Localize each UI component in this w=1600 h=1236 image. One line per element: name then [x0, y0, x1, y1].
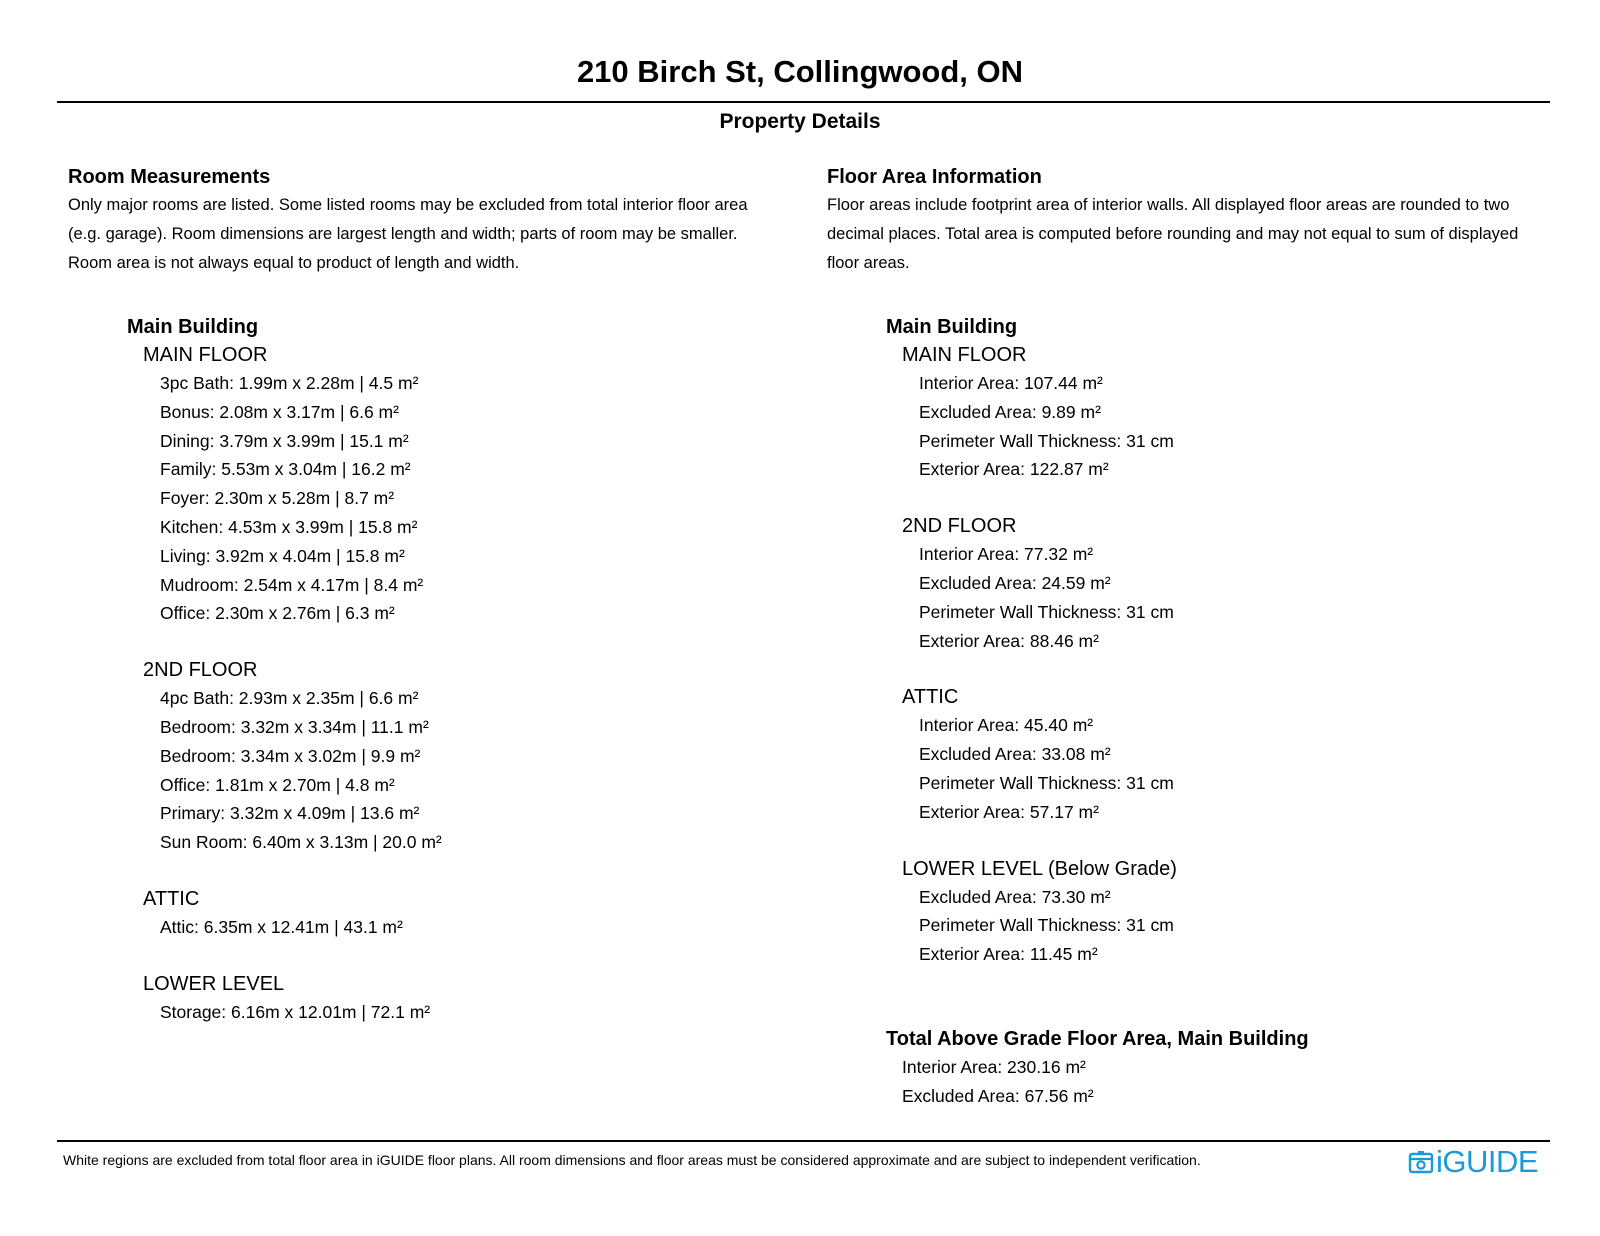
- floor-name: MAIN FLOOR: [143, 344, 268, 366]
- floor-name: MAIN FLOOR: [902, 344, 1027, 366]
- area-item: Exterior Area: 122.87 m²: [919, 459, 1109, 480]
- area-group-2nd-floor: [902, 512, 1567, 655]
- area-group-main-floor: [902, 341, 1567, 484]
- room-item: Living: 3.92m x 4.04m | 15.8 m²: [160, 545, 405, 566]
- description-line: decimal places. Total area is computed before rounding and may not equal to sum of displayed: [827, 225, 1519, 243]
- room-item: Mudroom: 2.54m x 4.17m | 8.4 m²: [160, 574, 424, 595]
- area-item: Excluded Area: 9.89 m²: [919, 401, 1101, 422]
- room-item: Primary: 3.32m x 4.09m | 13.6 m²: [160, 803, 420, 824]
- floor-group-attic: [143, 885, 803, 942]
- total-area-item: Excluded Area: 67.56 m²: [902, 1085, 1094, 1106]
- page-subtitle: Property Details: [719, 110, 881, 133]
- area-item: Perimeter Wall Thickness: 31 cm: [919, 915, 1174, 936]
- area-group-lower-level: [902, 855, 1567, 969]
- footer-divider: [57, 1140, 1550, 1142]
- floor-area-section: [827, 163, 1567, 1111]
- floor-group-lower-level: [143, 970, 803, 1027]
- room-item: Sun Room: 6.40m x 3.13m | 20.0 m²: [160, 832, 442, 853]
- floor-name: LOWER LEVEL (Below Grade): [902, 857, 1177, 880]
- room-item: Dining: 3.79m x 3.99m | 15.1 m²: [160, 430, 409, 451]
- area-item: Excluded Area: 73.30 m²: [919, 886, 1111, 907]
- room-item: Bedroom: 3.32m x 3.34m | 11.1 m²: [160, 716, 429, 737]
- room-item: Storage: 6.16m x 12.01m | 72.1 m²: [160, 1001, 431, 1022]
- floor-area-heading: Floor Area Information: [827, 166, 1042, 188]
- area-item: Exterior Area: 11.45 m²: [919, 944, 1098, 965]
- description-line: Floor areas include footprint area of interior walls. All displayed floor areas are rounded to two: [827, 196, 1510, 214]
- footer-disclaimer: White regions are excluded from total floor area in iGUIDE floor plans. All room dimensions and floor areas must be considered approximate and are subject to independent verification.: [63, 1152, 1201, 1168]
- room-item: Office: 2.30m x 2.76m | 6.3 m²: [160, 603, 395, 624]
- area-item: Interior Area: 77.32 m²: [919, 544, 1094, 565]
- floor-group-2nd-floor: [143, 656, 803, 857]
- floor-name: ATTIC: [902, 686, 959, 709]
- floor-area-description: [827, 191, 1567, 278]
- area-item: Interior Area: 45.40 m²: [919, 715, 1094, 736]
- floor-name: 2ND FLOOR: [902, 515, 1017, 538]
- area-item: Perimeter Wall Thickness: 31 cm: [919, 772, 1174, 793]
- total-area-heading: Total Above Grade Floor Area, Main Building: [886, 1027, 1309, 1050]
- area-item: Perimeter Wall Thickness: 31 cm: [919, 601, 1174, 622]
- room-item: Family: 5.53m x 3.04m | 16.2 m²: [160, 459, 411, 480]
- room-item: Office: 1.81m x 2.70m | 4.8 m²: [160, 774, 395, 795]
- iguide-logo-icon: [1408, 1149, 1434, 1175]
- area-item: Perimeter Wall Thickness: 31 cm: [919, 430, 1174, 451]
- description-line: floor areas.: [827, 254, 910, 272]
- page-title: 210 Birch St, Collingwood, ON: [576, 54, 1024, 89]
- floor-name: ATTIC: [143, 887, 200, 910]
- iguide-logo-text: iGUIDE: [1436, 1144, 1539, 1179]
- total-area-item: Interior Area: 230.16 m²: [902, 1056, 1086, 1077]
- area-item: Excluded Area: 33.08 m²: [919, 744, 1111, 765]
- description-line: Only major rooms are listed. Some listed rooms may be excluded from total interior floor area: [68, 196, 748, 214]
- room-measurements-section: [68, 163, 803, 1027]
- iguide-logo: [1408, 1144, 1538, 1180]
- room-item: Bedroom: 3.34m x 3.02m | 9.9 m²: [160, 745, 421, 766]
- area-item: Exterior Area: 57.17 m²: [919, 801, 1099, 822]
- floor-name: 2ND FLOOR: [143, 659, 258, 682]
- header-divider: [57, 101, 1550, 103]
- floor-name: LOWER LEVEL: [143, 972, 285, 995]
- room-item: Attic: 6.35m x 12.41m | 43.1 m²: [160, 916, 403, 937]
- description-line: (e.g. garage). Room dimensions are largest length and width; parts of room may be smaller.: [68, 225, 738, 243]
- description-line: Room area is not always equal to product of length and width.: [68, 254, 520, 272]
- building-heading: Main Building: [127, 316, 259, 338]
- room-item: 4pc Bath: 2.93m x 2.35m | 6.6 m²: [160, 688, 419, 709]
- area-group-attic: [902, 683, 1567, 826]
- room-item: 3pc Bath: 1.99m x 2.28m | 4.5 m²: [160, 373, 419, 393]
- room-item: Foyer: 2.30m x 5.28m | 8.7 m²: [160, 488, 395, 509]
- area-item: Exterior Area: 88.46 m²: [919, 630, 1099, 651]
- room-measurements-heading: Room Measurements: [68, 166, 271, 188]
- area-item: Excluded Area: 24.59 m²: [919, 572, 1111, 593]
- area-item: Interior Area: 107.44 m²: [919, 373, 1103, 393]
- room-item: Kitchen: 4.53m x 3.99m | 15.8 m²: [160, 516, 418, 537]
- building-heading: Main Building: [886, 316, 1018, 338]
- room-measurements-description: [68, 191, 803, 278]
- room-item: Bonus: 2.08m x 3.17m | 6.6 m²: [160, 401, 399, 422]
- floor-group-main-floor: [143, 341, 803, 628]
